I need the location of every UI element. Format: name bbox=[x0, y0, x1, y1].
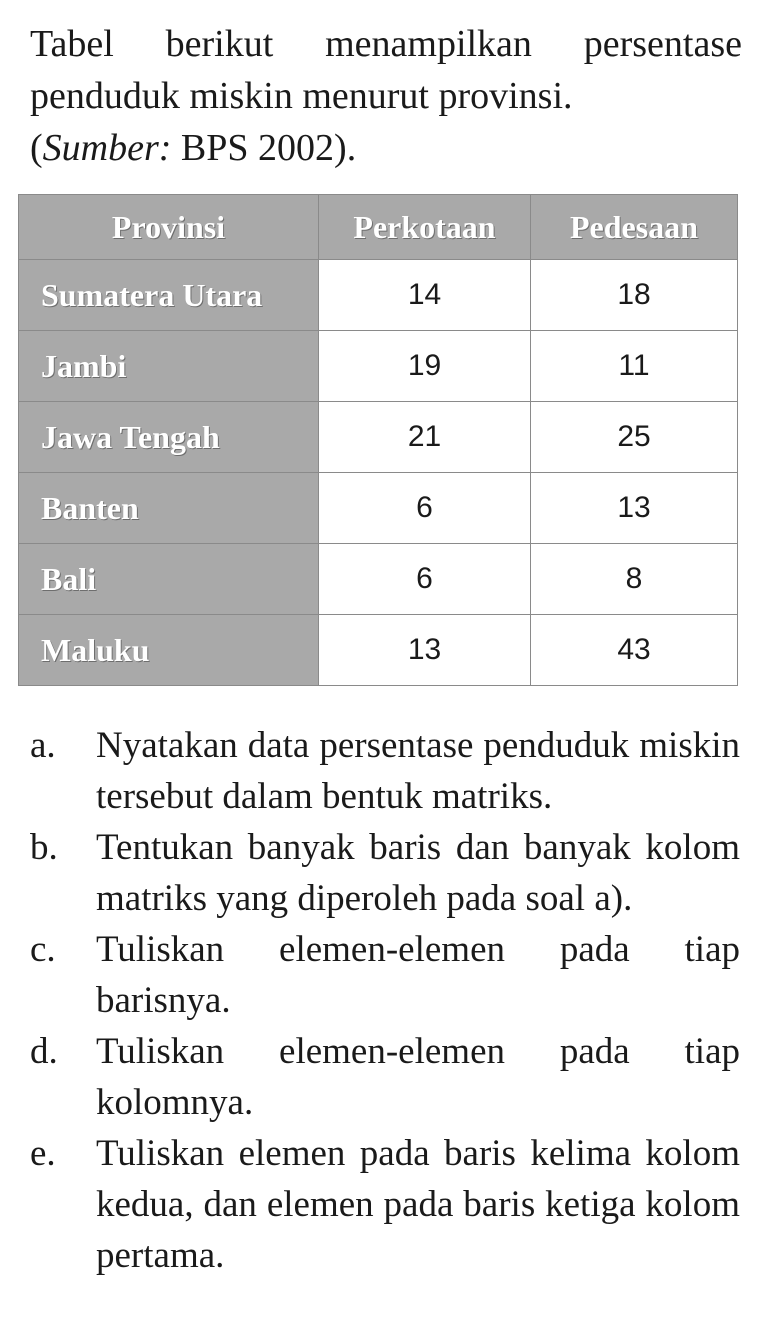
question-list bbox=[30, 720, 740, 1281]
perkotaan-cell: 14 bbox=[319, 260, 531, 331]
province-cell: Sumatera Utara bbox=[19, 260, 319, 331]
table-row bbox=[19, 615, 738, 686]
province-cell: Jambi bbox=[19, 331, 319, 402]
perkotaan-cell: 19 bbox=[319, 331, 531, 402]
source-paren: ( bbox=[30, 127, 43, 169]
table-row bbox=[19, 473, 738, 544]
question-text: Nyatakan data persentase penduduk miskin tersebut dalam bentuk matriks. bbox=[96, 725, 740, 817]
poverty-table bbox=[18, 194, 738, 686]
question-text: Tentukan banyak baris dan banyak kolom matriks yang diperoleh pada soal a). bbox=[96, 827, 740, 919]
header-provinsi: Provinsi bbox=[19, 195, 319, 260]
question-item bbox=[30, 924, 740, 1026]
source-text: BPS 2002). bbox=[171, 127, 357, 169]
question-label: c. bbox=[30, 929, 56, 970]
table-row bbox=[19, 260, 738, 331]
question-label: e. bbox=[30, 1133, 56, 1174]
intro-text: Tabel berikut menampilkan persentase penduduk miskin menurut provinsi. bbox=[30, 23, 742, 117]
question-text: Tuliskan elemen pada baris kelima kolom kedua, dan elemen pada baris ketiga kolom pertama. bbox=[96, 1133, 740, 1276]
question-label: b. bbox=[30, 827, 58, 868]
table-row bbox=[19, 544, 738, 615]
question-item bbox=[30, 1026, 740, 1128]
source-citation bbox=[30, 122, 742, 174]
table-header-row bbox=[19, 195, 738, 260]
perkotaan-cell: 13 bbox=[319, 615, 531, 686]
question-text: Tuliskan elemen-elemen pada tiap barisnya. bbox=[96, 929, 740, 1021]
pedesaan-cell: 25 bbox=[531, 402, 738, 473]
province-cell: Bali bbox=[19, 544, 319, 615]
intro-paragraph bbox=[30, 18, 742, 174]
province-cell: Jawa Tengah bbox=[19, 402, 319, 473]
pedesaan-cell: 13 bbox=[531, 473, 738, 544]
pedesaan-cell: 11 bbox=[531, 331, 738, 402]
source-label: Sumber: bbox=[42, 127, 172, 169]
question-item bbox=[30, 720, 740, 822]
perkotaan-cell: 6 bbox=[319, 473, 531, 544]
question-label: a. bbox=[30, 725, 56, 766]
header-pedesaan: Pedesaan bbox=[531, 195, 738, 260]
question-item bbox=[30, 822, 740, 924]
province-cell: Banten bbox=[19, 473, 319, 544]
perkotaan-cell: 6 bbox=[319, 544, 531, 615]
question-label: d. bbox=[30, 1031, 58, 1072]
question-text: Tuliskan elemen-elemen pada tiap kolomnya. bbox=[96, 1031, 740, 1123]
province-cell: Maluku bbox=[19, 615, 319, 686]
perkotaan-cell: 21 bbox=[319, 402, 531, 473]
header-perkotaan: Perkotaan bbox=[319, 195, 531, 260]
pedesaan-cell: 43 bbox=[531, 615, 738, 686]
pedesaan-cell: 18 bbox=[531, 260, 738, 331]
table-row bbox=[19, 331, 738, 402]
question-item bbox=[30, 1128, 740, 1281]
table-row bbox=[19, 402, 738, 473]
pedesaan-cell: 8 bbox=[531, 544, 738, 615]
